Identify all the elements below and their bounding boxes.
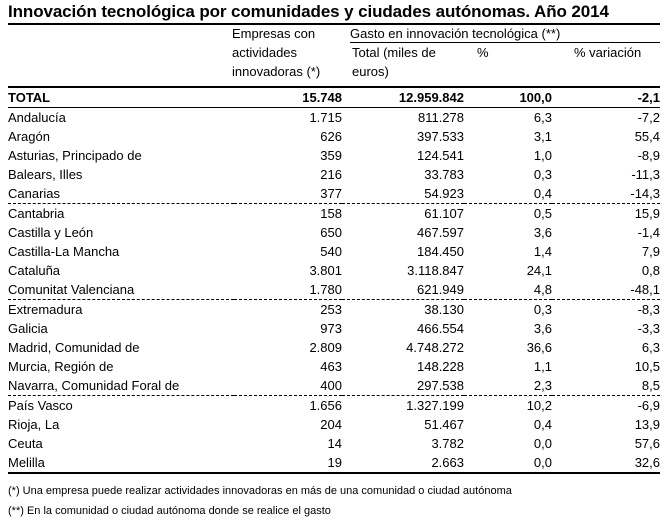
row-percent: 100,0 [464, 87, 552, 108]
row-variacion: -11,3 [631, 167, 660, 182]
row-variacion: 55,4 [634, 129, 660, 144]
table-row [8, 434, 660, 453]
row-percent: 0,3 [533, 167, 552, 182]
row-percent: 3,1 [533, 129, 552, 144]
row-variacion: 8,5 [641, 378, 660, 393]
row-percent: 3,6 [533, 321, 552, 336]
row-empresas: 14 [327, 436, 342, 451]
row-variacion: 32,6 [552, 453, 660, 473]
header-empresas: Empresas con actividades innovadoras (*) [232, 26, 321, 79]
row-variacion: 57,6 [634, 436, 660, 451]
row-total: 4.748.272 [406, 340, 464, 355]
table-row [8, 184, 660, 204]
row-percent: 0,0 [533, 436, 552, 451]
row-total: 61.107 [342, 204, 464, 224]
row-variacion: -14,3 [630, 186, 660, 201]
data-table [8, 86, 660, 474]
row-percent: 1,0 [533, 148, 552, 163]
footnote-empresas: (*) Una empresa puede realizar actividades innovadoras en más de una comunidad o ciudad autónoma [8, 485, 512, 497]
row-empresas: 359 [320, 148, 342, 163]
row-total: 1.327.199 [342, 396, 464, 416]
row-total: 33.783 [424, 167, 464, 182]
row-total: 124.541 [417, 148, 464, 163]
row-variacion: -48,1 [630, 282, 660, 297]
row-total: 297.538 [417, 378, 464, 393]
row-name: Extremadura [8, 300, 234, 320]
row-name: Canarias [8, 186, 61, 201]
row-percent: 1,4 [533, 244, 552, 259]
row-name: Madrid, Comunidad de [8, 340, 140, 355]
table-row [8, 146, 660, 165]
row-variacion: -6,9 [552, 396, 660, 416]
table-row [8, 396, 660, 416]
row-variacion: 13,9 [634, 417, 660, 432]
row-empresas: 626 [320, 129, 342, 144]
row-name: Galicia [8, 321, 48, 336]
row-name: Asturias, Principado de [8, 148, 142, 163]
table-row [8, 204, 660, 224]
row-variacion: 7,9 [641, 244, 660, 259]
row-empresas: 377 [320, 186, 342, 201]
row-variacion: 10,5 [634, 359, 660, 374]
row-total: 148.228 [417, 359, 464, 374]
row-empresas: 650 [320, 225, 342, 240]
row-name: Comunitat Valenciana [8, 282, 135, 297]
row-percent: 2,3 [533, 378, 552, 393]
table-title: Innovación tecnológica por comunidades y ciudades autónomas. Año 2014 [8, 2, 609, 21]
row-variacion: -8,3 [552, 300, 660, 320]
row-variacion: -3,3 [637, 321, 660, 336]
table-row [8, 415, 660, 434]
row-percent: 4,8 [533, 282, 552, 297]
table-row [8, 165, 660, 184]
row-name: Balears, Illes [8, 167, 83, 182]
row-empresas: 3.801 [309, 263, 342, 278]
row-total: 51.467 [424, 417, 464, 432]
header-gasto: Gasto en innovación tecnológica (**) [350, 26, 561, 41]
row-total: 811.278 [417, 110, 464, 125]
row-total: 38.130 [342, 300, 464, 320]
table-row [8, 319, 660, 338]
row-name: Rioja, La [8, 417, 60, 432]
row-total: 54.923 [424, 186, 464, 201]
header-total: Total (miles de euros) [352, 45, 436, 79]
row-percent: 0,4 [533, 186, 552, 201]
row-percent: 10,2 [464, 396, 552, 416]
row-percent: 24,1 [526, 263, 552, 278]
header-variacion: % variación [574, 45, 642, 60]
row-empresas: 158 [234, 204, 342, 224]
row-percent: 36,6 [526, 340, 552, 355]
row-percent: 0,5 [464, 204, 552, 224]
row-variacion: 6,3 [641, 340, 660, 355]
row-variacion: 15,9 [552, 204, 660, 224]
row-variacion: -1,4 [637, 225, 660, 240]
table-row [8, 280, 660, 300]
row-total: 3.118.847 [407, 263, 464, 278]
row-variacion: -8,9 [637, 148, 660, 163]
row-empresas: 1.780 [309, 282, 342, 297]
row-percent: 0,4 [533, 417, 552, 432]
row-name: Cataluña [8, 263, 61, 278]
row-variacion: -7,2 [637, 110, 660, 125]
table-row [8, 108, 660, 128]
table-row [8, 242, 660, 261]
row-name: Castilla y León [8, 225, 94, 240]
row-percent: 0,0 [464, 453, 552, 473]
footnote-gasto: (**) En la comunidad o ciudad autónoma donde se realice el gasto [8, 505, 331, 517]
row-name: Ceuta [8, 436, 43, 451]
row-total: 621.949 [417, 282, 464, 297]
row-empresas: 253 [234, 300, 342, 320]
row-name: Murcia, Región de [8, 359, 114, 374]
row-percent: 6,3 [533, 110, 552, 125]
table-row [8, 338, 660, 357]
table-row [8, 300, 660, 320]
table-row [8, 376, 660, 396]
row-total: 466.554 [417, 321, 464, 336]
table-row [8, 453, 660, 473]
row-empresas: 19 [234, 453, 342, 473]
row-empresas: 463 [320, 359, 342, 374]
row-name: Navarra, Comunidad Foral de [8, 378, 180, 393]
row-empresas: 15.748 [234, 87, 342, 108]
row-empresas: 1.715 [309, 110, 342, 125]
row-empresas: 973 [320, 321, 342, 336]
row-variacion: 0,8 [641, 263, 660, 278]
row-name: Castilla-La Mancha [8, 244, 120, 259]
row-percent: 0,3 [464, 300, 552, 320]
row-empresas: 540 [320, 244, 342, 259]
row-total: 2.663 [342, 453, 464, 473]
row-percent: 3,6 [533, 225, 552, 240]
table-row [8, 127, 660, 146]
row-total: 184.450 [417, 244, 464, 259]
table-row [8, 223, 660, 242]
table-row-total [8, 87, 660, 108]
row-name: Cantabria [8, 204, 234, 224]
row-empresas: 400 [320, 378, 342, 393]
row-name: Andalucía [8, 110, 66, 125]
row-empresas: 1.656 [234, 396, 342, 416]
header-percent: % [477, 45, 489, 60]
row-name: Melilla [8, 453, 234, 473]
row-total: 397.533 [417, 129, 464, 144]
row-total: 3.782 [431, 436, 464, 451]
table-row [8, 357, 660, 376]
row-variacion: -2,1 [552, 87, 660, 108]
row-total: 467.597 [417, 225, 464, 240]
row-name: Aragón [8, 129, 50, 144]
row-name: País Vasco [8, 396, 234, 416]
row-empresas: 216 [320, 167, 342, 182]
row-empresas: 204 [320, 417, 342, 432]
row-total: 12.959.842 [342, 87, 464, 108]
row-empresas: 2.809 [309, 340, 342, 355]
table-row [8, 261, 660, 280]
row-percent: 1,1 [533, 359, 552, 374]
row-name: TOTAL [8, 87, 234, 108]
